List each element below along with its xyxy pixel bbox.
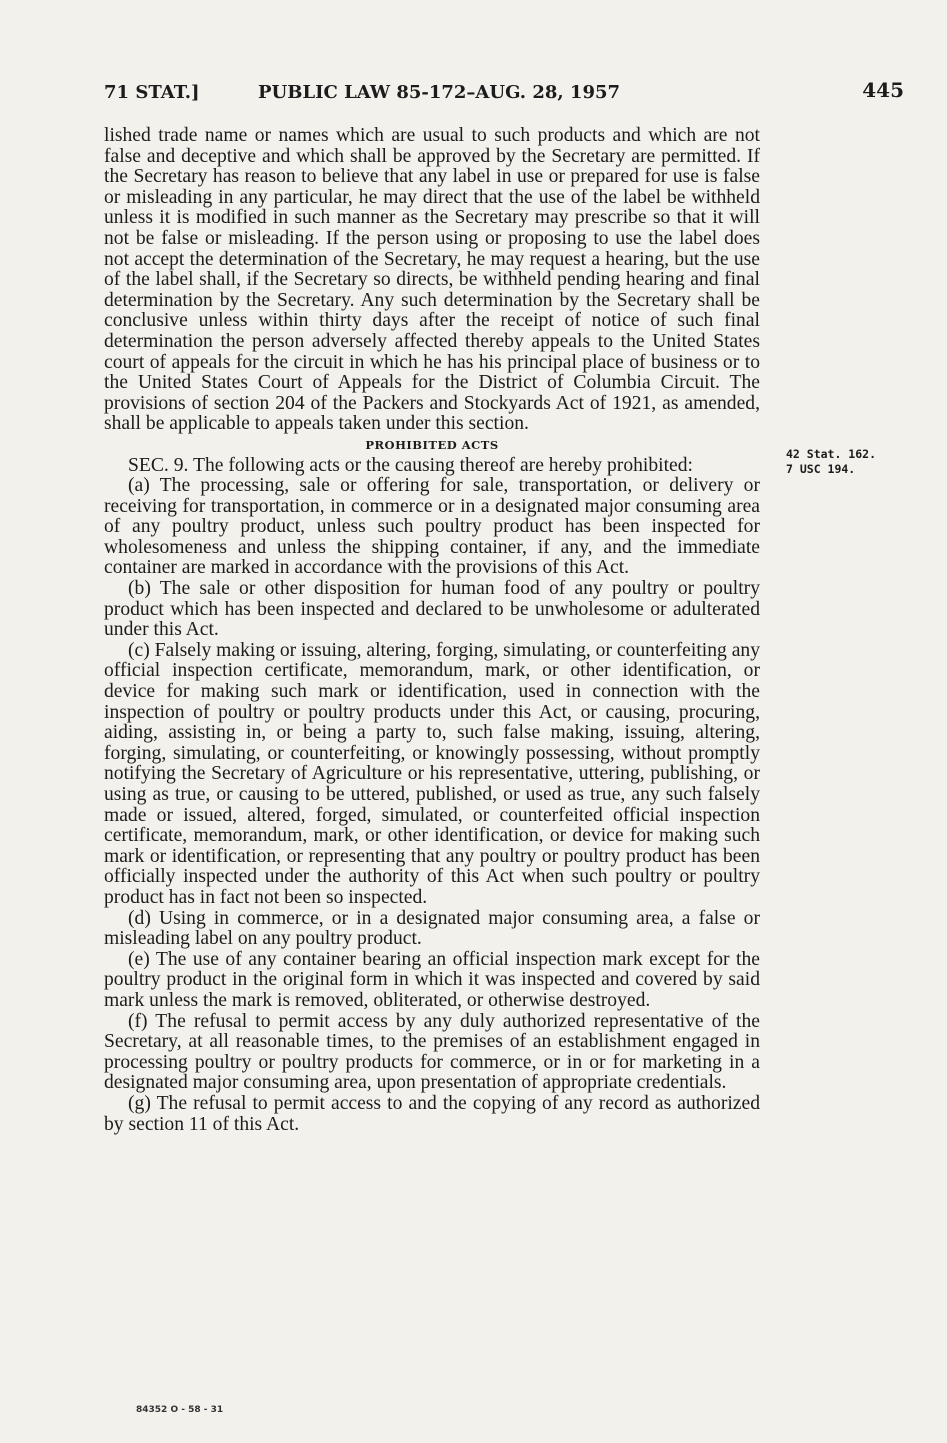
volume-reference: 71 STAT.]: [104, 82, 200, 103]
margin-citation-stat: 42 Stat. 162.: [786, 447, 877, 461]
clause-c: (c) Falsely making or issuing, altering, forging, simulating, or counterfeiting any official inspection certificate, memorandum, mark, or other identification, or device for making such mark or identification, used in connection with the inspection of poultry or poultry products under this Act, or causing, procuring, aiding, assisting in, or being a party to, such false making, issuing, altering, forging, simulating, or counterfeiting, or knowingly possessing, without promptly notifying the Secretary of Agriculture or his representative, uttering, publishing, or using as true, or causing to be uttered, published, or used as true, any such falsely made or issued, altered, forged, simulated, or counterfeited official inspection certificate, memorandum, mark, or other identification, or device for making such mark or identification, or representing that any poultry or poultry product has been officially inspected under the authority of this Act when such poultry or poultry product has in fact not been so inspected.: [104, 639, 760, 908]
page-number: 445: [862, 78, 904, 102]
section-9-text: The following acts or the causing thereof are hereby prohibited:: [192, 454, 693, 476]
clause-g: (g) The refusal to permit access to and the copying of any record as authorized by section 11 of this Act.: [104, 1092, 760, 1135]
body-text: [104, 126, 760, 1135]
margin-citation: [786, 447, 896, 477]
running-header: [104, 78, 904, 108]
page-title: PUBLIC LAW 85-172–AUG. 28, 1957: [258, 82, 621, 103]
clause-e: (e) The use of any container bearing an official inspection mark except for the poultry product in the original form in which it was inspected and covered by said mark unless the mark is removed, obliterated, or otherwise destroyed.: [104, 948, 760, 1011]
clause-a: (a) The processing, sale or offering for sale, transportation, or delivery or receiving for transportation, in commerce or in a designated major consuming area of any poultry product, unless such poultry product has been inspected for wholesomeness and unless the shipping container, if any, and the immediate container are marked in accordance with the provisions of this Act.: [104, 475, 760, 579]
clause-f: (f) The refusal to permit access by any duly authorized representative of the Secretary, at all reasonable times, to the premises of an establishment engaged in processing poultry or poultry products for commerce, or in or for marketing in a designated major consuming area, upon presentation of appropriate credentials.: [104, 1010, 760, 1094]
margin-citation-usc: 7 USC 194.: [786, 462, 856, 476]
paragraph-continued: lished trade name or names which are usual to such products and which are not false and deceptive and which shall be approved by the Secretary are permitted. If the Secretary has reason to believe that any label in use or prepared for use is false or misleading in any particular, he may direct that the use of the label be withheld unless it is modified in such manner as the Secretary may prescribe so that it will not be false or misleading. If the person using or proposing to use the label does not accept the determination of the Secretary, he may request a hearing, but the use of the label shall, if the Secretary so directs, be withheld pending hearing and final determination by the Secretary. Any such determination by the Secretary shall be conclusive unless within thirty days after the receipt of notice of such final determination the person adversely affected thereby appeals to the United States court of appeals for the circuit in which he has his principal place of business or to the United States Court of Appeals for the District of Columbia Circuit. The provisions of section 204 of the Packers and Stockyards Act of 1921, as amended, shall be applicable to appeals taken under this section.: [104, 125, 760, 435]
section-label: SEC. 9.: [128, 454, 189, 476]
section-9-intro: [104, 456, 760, 477]
print-code: 84352 O - 58 - 31: [136, 1405, 224, 1415]
section-heading: PROHIBITED ACTS: [365, 437, 499, 452]
clause-b: (b) The sale or other disposition for human food of any poultry or poultry product which has been inspected and declared to be unwholesome or adulterated under this Act.: [104, 578, 760, 641]
clause-d: (d) Using in commerce, or in a designated major consuming area, a false or misleading label on any poultry product.: [104, 907, 760, 950]
